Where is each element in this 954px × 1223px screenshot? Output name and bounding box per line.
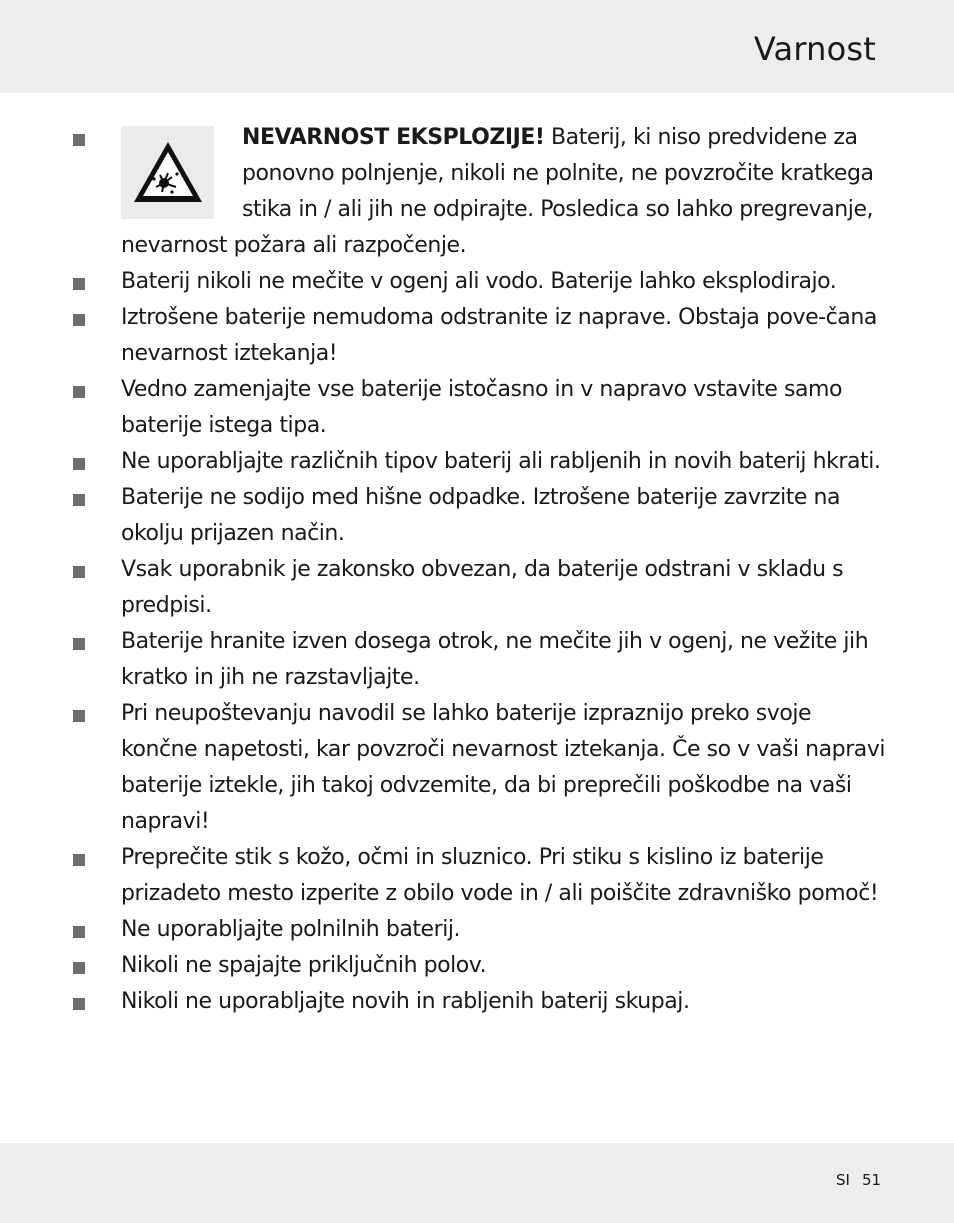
bullet-icon <box>73 566 85 578</box>
list-item <box>73 984 888 1020</box>
item-text: Iztrošene baterije nemudoma odstranite iz naprave. Obstaja pove-čana nevarnost iztekanja! <box>121 305 877 366</box>
item-text: Nikoli ne spajajte priključnih polov. <box>121 953 487 978</box>
explosion-warning-icon <box>121 126 214 219</box>
item-text: Baterije ne sodijo med hišne odpadke. Iztrošene baterije zavrzite na okolju prijazen način. <box>121 485 841 546</box>
list-item <box>73 840 888 912</box>
item-text: Baterij nikoli ne mečite v ogenj ali vodo. Baterije lahko eksplodirajo. <box>121 269 837 294</box>
bullet-icon <box>73 926 85 938</box>
bullet-icon <box>73 458 85 470</box>
bullet-icon <box>73 854 85 866</box>
list-item <box>73 120 888 264</box>
list-item <box>73 696 888 840</box>
bullet-icon <box>73 314 85 326</box>
bullet-icon <box>73 638 85 650</box>
list-item <box>73 264 888 300</box>
item-text: Pri neupoštevanju navodil se lahko baterije izpraznijo preko svoje končne napetosti, kar povzroči nevarnost iztekanja. Če so v vaši napravi baterije iztekle, jih takoj odvzemite, da bi preprečili poškodbe na vaši napravi! <box>121 701 886 834</box>
list-item <box>73 480 888 552</box>
item-text: Ne uporabljajte polnilnih baterij. <box>121 917 461 942</box>
item-text: Ne uporabljajte različnih tipov baterij ali rabljenih in novih baterij hkrati. <box>121 449 881 474</box>
bullet-icon <box>73 134 85 146</box>
list-item <box>73 552 888 624</box>
bullet-icon <box>73 710 85 722</box>
item-text: Vsak uporabnik je zakonsko obvezan, da baterije odstrani v skladu s predpisi. <box>121 557 844 618</box>
bullet-icon <box>73 278 85 290</box>
list-item <box>73 372 888 444</box>
list-item <box>73 444 888 480</box>
item-text: Preprečite stik s kožo, očmi in sluznico. Pri stiku s kislino iz baterije prizadeto mesto izperite z obilo vode in / ali poiščite zdravniško pomoč! <box>121 845 879 906</box>
item-text: Vedno zamenjajte vse baterije istočasno in v napravo vstavite samo baterije istega tipa. <box>121 377 843 438</box>
list-item <box>73 912 888 948</box>
page-number: 51 <box>862 1171 882 1189</box>
item-text: Nikoli ne uporabljajte novih in rabljenih baterij skupaj. <box>121 989 690 1014</box>
warning-heading: NEVARNOST EKSPLOZIJE! <box>242 125 545 150</box>
footer-band <box>0 1143 954 1223</box>
page-title: Varnost <box>753 30 876 68</box>
bullet-icon <box>73 998 85 1010</box>
item-text: Baterije hranite izven dosega otrok, ne mečite jih v ogenj, ne vežite jih kratko in jih ne razstavljajte. <box>121 629 869 690</box>
bullet-icon <box>73 386 85 398</box>
list-item <box>73 624 888 696</box>
bullet-icon <box>73 962 85 974</box>
footer-language: SI <box>836 1171 850 1189</box>
list-item <box>73 948 888 984</box>
list-item <box>73 300 888 372</box>
safety-list <box>73 120 888 1020</box>
bullet-icon <box>73 494 85 506</box>
warning-text: Baterij, ki niso predvidene za ponovno polnjenje, nikoli ne polnite, ne povzročite kratkega stika in / ali jih ne odpirajte. Posledica so lahko pregrevanje, nevarnost požara ali razpočenje. <box>121 125 874 258</box>
